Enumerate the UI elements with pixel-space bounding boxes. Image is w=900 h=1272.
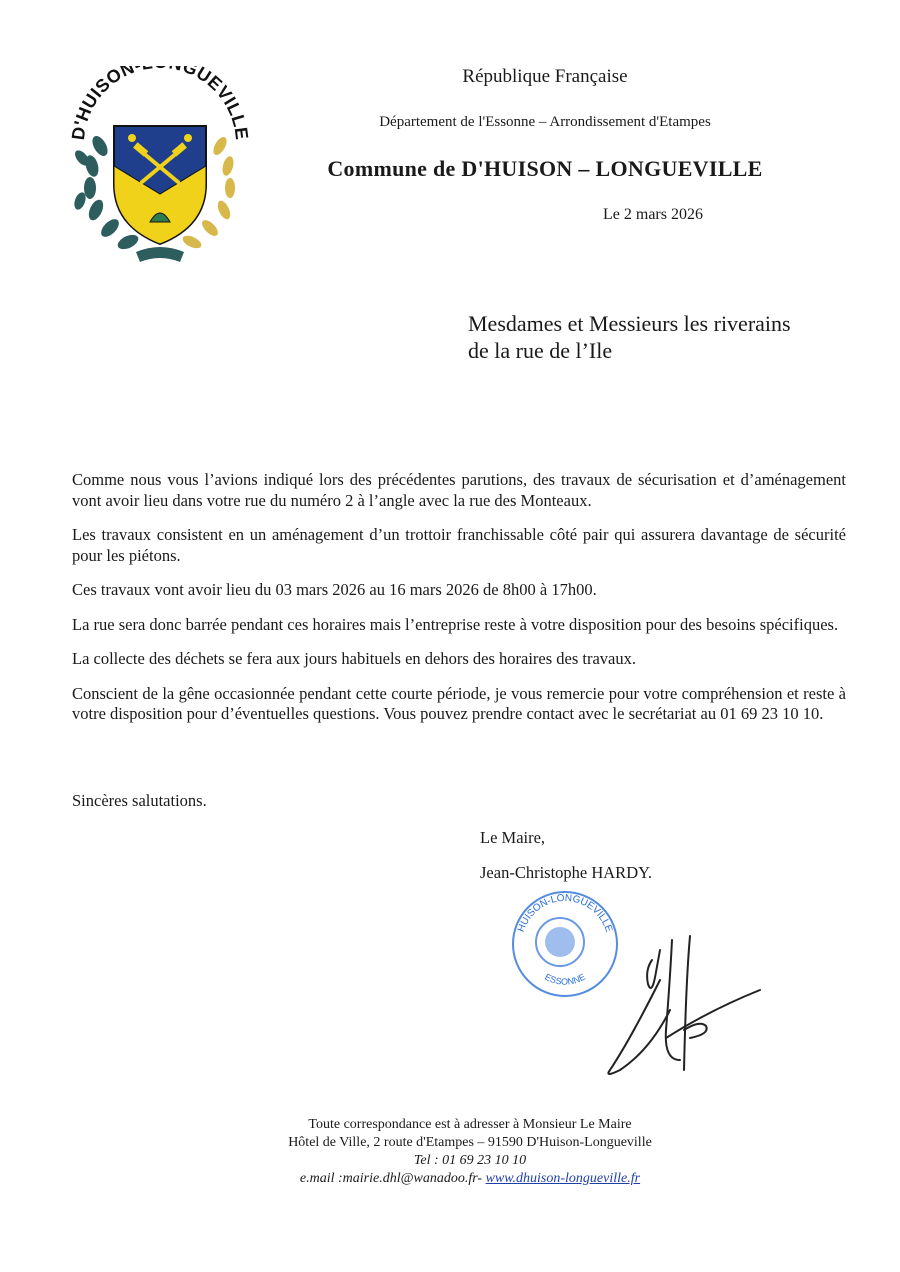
logo-text: D'HUISON GUEVILLE (70, 66, 250, 142)
body-paragraph-2: Les travaux consistent en un aménagement d’un trottoir franchissable côté pair qui assurera davantage de sécurité pour les piétons. (72, 525, 846, 565)
seal-bottom-text: ESSONNE (543, 971, 587, 987)
republique-heading: République Française (462, 66, 628, 87)
footer-email: e.mail :mairie.dhl@wanadoo.fr- (299, 1171, 486, 1186)
footer-contact-line (200, 1170, 740, 1188)
body-paragraph-1: Comme nous vous l’avions indiqué lors des précédentes parutions, des travaux de sécurisation et d’aménagement vont avoir lieu dans votre rue du numéro 2 à l’angle avec la rue des Monteaux. (72, 470, 846, 510)
letter-body (72, 470, 846, 739)
body-paragraph-6: Conscient de la gêne occasionnée pendant cette courte période, je vous remercie pour votre compréhension et reste à votre disposition pour d’éventuelles questions. Vous pouvez prendre contact avec le secrétariat au 01 69 23 10 10. (72, 683, 846, 723)
footer-website-link[interactable]: www.dhuison-longueville.fr (485, 1171, 641, 1186)
mayor-name: Jean-Christophe HARDY. (480, 863, 653, 882)
footer-telephone: Tel : 01 69 23 10 10 (413, 1153, 527, 1168)
body-paragraph-5: La collecte des déchets se fera aux jours habituels en dehors des horaires des travaux. (72, 649, 636, 668)
commune-title: Commune de D'HUISON – LONGUEVILLE (327, 156, 763, 181)
footer-line-2: Hôtel de Ville, 2 route d'Etampes – 91590 D'Huison-Longueville (288, 1135, 652, 1150)
letter-date: Le 2 mars 2026 (603, 206, 703, 223)
addressee-line-2: de la rue de l’Ile (468, 338, 613, 363)
departement-line: Département de l'Essonne – Arrondissement d'Etampes (379, 114, 711, 130)
handwritten-signature (590, 920, 780, 1080)
seal-top-text: HUISON-LONGUEVILLE (515, 892, 615, 934)
svg-text:ESSONNE (543, 972, 587, 987)
body-paragraph-4: La rue sera donc barrée pendant ces horaires mais l’entreprise reste à votre disposition pour des besoins spécifiques. (72, 614, 839, 634)
addressee-line-1: Mesdames et Messieurs les riverains (468, 311, 791, 336)
footer-line-1: Toute correspondance est à adresser à Monsieur Le Maire (308, 1117, 632, 1132)
closing-salutation: Sincères salutations. (72, 791, 207, 810)
coat-of-arms-logo (70, 66, 250, 268)
mayor-title: Le Maire, (480, 828, 546, 847)
addressee-block (468, 310, 791, 364)
letter-footer (200, 1116, 740, 1188)
body-paragraph-3: Ces travaux vont avoir lieu du 03 mars 2026 au 16 mars 2026 de 8h00 à 17h00. (72, 580, 597, 599)
